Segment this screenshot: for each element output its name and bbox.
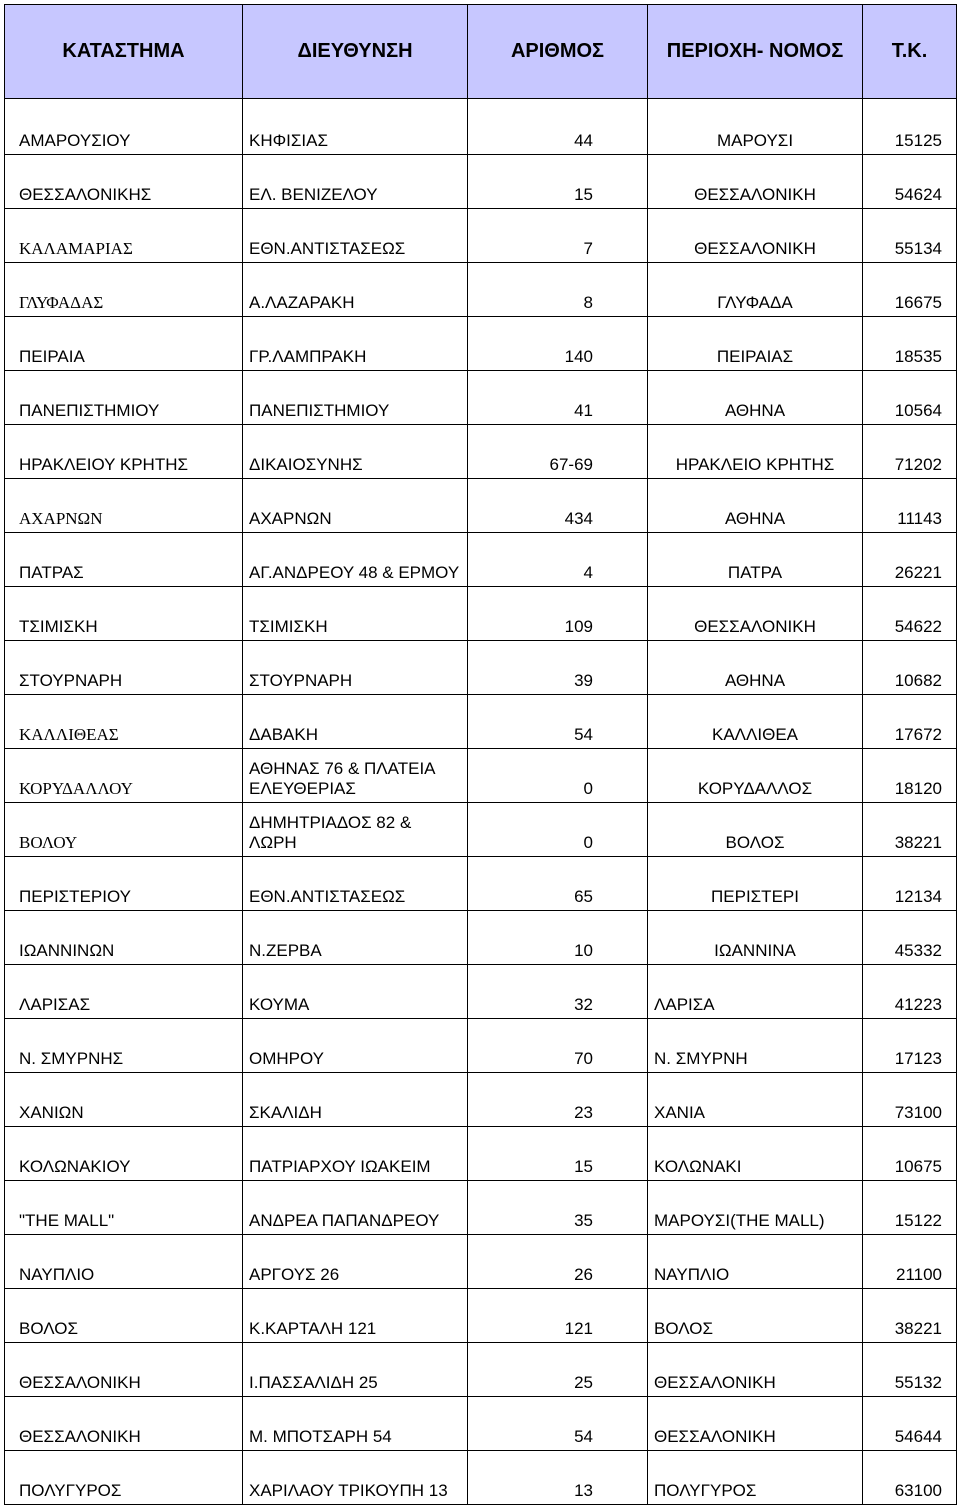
store-cell: ΧΑΝΙΩΝ xyxy=(5,1073,243,1127)
number-cell: 35 xyxy=(468,1181,648,1235)
zip-cell: 18535 xyxy=(863,317,957,371)
number-cell: 4 xyxy=(468,533,648,587)
area-cell: ΘΕΣΣΑΛΟΝΙΚΗ xyxy=(648,209,863,263)
number-cell: 0 xyxy=(468,803,648,857)
table-row xyxy=(5,695,957,749)
area-cell: ΧΑΝΙΑ xyxy=(648,1073,863,1127)
area-cell: ΝΑΥΠΛΙΟ xyxy=(648,1235,863,1289)
store-cell: ΒΟΛΟΥ xyxy=(5,803,243,857)
zip-cell: 21100 xyxy=(863,1235,957,1289)
store-cell: ΙΩΑΝΝΙΝΩΝ xyxy=(5,911,243,965)
table-row xyxy=(5,587,957,641)
table-row xyxy=(5,1451,957,1505)
address-cell: ΣΚΑΛΙΔΗ xyxy=(243,1073,468,1127)
address-cell: Ι.ΠΑΣΣΑΛΙΔΗ 25 xyxy=(243,1343,468,1397)
address-cell: ΑΘΗΝΑΣ 76 & ΠΛΑΤΕΙΑ ΕΛΕΥΘΕΡΙΑΣ xyxy=(243,749,468,803)
zip-cell: 45332 xyxy=(863,911,957,965)
number-cell: 15 xyxy=(468,155,648,209)
area-cell: ΘΕΣΣΑΛΟΝΙΚΗ xyxy=(648,155,863,209)
number-cell: 25 xyxy=(468,1343,648,1397)
table-row xyxy=(5,1343,957,1397)
address-cell: ΕΘΝ.ΑΝΤΙΣΤΑΣΕΩΣ xyxy=(243,209,468,263)
number-cell: 109 xyxy=(468,587,648,641)
address-cell: ΑΓ.ΑΝΔΡΕΟΥ 48 & ΕΡΜΟΥ xyxy=(243,533,468,587)
address-cell: ΚΟΥΜΑ xyxy=(243,965,468,1019)
address-cell: Α.ΛΑΖΑΡΑΚΗ xyxy=(243,263,468,317)
area-cell: ΚΟΛΩΝΑΚΙ xyxy=(648,1127,863,1181)
store-cell: ΘΕΣΣΑΛΟΝΙΚΗ xyxy=(5,1343,243,1397)
area-cell: ΙΩΑΝΝΙΝΑ xyxy=(648,911,863,965)
address-cell: ΑΝΔΡΕΑ ΠΑΠΑΝΔΡΕΟΥ xyxy=(243,1181,468,1235)
number-cell: 65 xyxy=(468,857,648,911)
header-number: ΑΡΙΘΜΟΣ xyxy=(468,5,648,99)
table-row xyxy=(5,209,957,263)
table-row xyxy=(5,425,957,479)
address-cell: Μ. ΜΠΟΤΣΑΡΗ 54 xyxy=(243,1397,468,1451)
store-cell: ΘΕΣΣΑΛΟΝΙΚΗ xyxy=(5,1397,243,1451)
zip-cell: 73100 xyxy=(863,1073,957,1127)
store-list-table xyxy=(4,4,957,1505)
number-cell: 8 xyxy=(468,263,648,317)
table-row xyxy=(5,317,957,371)
zip-cell: 18120 xyxy=(863,749,957,803)
zip-cell: 38221 xyxy=(863,803,957,857)
address-cell: ΠΑΝΕΠΙΣΤΗΜΙΟΥ xyxy=(243,371,468,425)
table-body xyxy=(5,99,957,1505)
area-cell: ΒΟΛΟΣ xyxy=(648,803,863,857)
store-cell: ΠΕΙΡΑΙΑ xyxy=(5,317,243,371)
address-cell: ΚΗΦΙΣΙΑΣ xyxy=(243,99,468,155)
store-cell: ΚΟΛΩΝΑΚΙΟΥ xyxy=(5,1127,243,1181)
zip-cell: 54624 xyxy=(863,155,957,209)
table-row xyxy=(5,857,957,911)
table-row xyxy=(5,99,957,155)
store-cell: ΣΤΟΥΡΝΑΡΗ xyxy=(5,641,243,695)
table-row xyxy=(5,371,957,425)
number-cell: 32 xyxy=(468,965,648,1019)
header-area: ΠΕΡΙΟΧΗ- ΝΟΜΟΣ xyxy=(648,5,863,99)
number-cell: 54 xyxy=(468,695,648,749)
number-cell: 13 xyxy=(468,1451,648,1505)
area-cell: ΑΘΗΝΑ xyxy=(648,641,863,695)
zip-cell: 15125 xyxy=(863,99,957,155)
table-row xyxy=(5,803,957,857)
address-cell: ΕΛ. ΒΕΝΙΖΕΛΟΥ xyxy=(243,155,468,209)
store-cell: ΠΑΝΕΠΙΣΤΗΜΙΟΥ xyxy=(5,371,243,425)
store-cell: ΒΟΛΟΣ xyxy=(5,1289,243,1343)
store-cell: Ν. ΣΜΥΡΝΗΣ xyxy=(5,1019,243,1073)
header-row xyxy=(5,5,957,99)
table-row xyxy=(5,1181,957,1235)
number-cell: 140 xyxy=(468,317,648,371)
area-cell: ΠΑΤΡΑ xyxy=(648,533,863,587)
store-cell: ΤΣΙΜΙΣΚΗ xyxy=(5,587,243,641)
address-cell: ΔΗΜΗΤΡΙΑΔΟΣ 82 & ΛΩΡΗ xyxy=(243,803,468,857)
area-cell: ΒΟΛΟΣ xyxy=(648,1289,863,1343)
number-cell: 41 xyxy=(468,371,648,425)
area-cell: Ν. ΣΜΥΡΝΗ xyxy=(648,1019,863,1073)
table-row xyxy=(5,1397,957,1451)
area-cell: ΓΛΥΦΑΔΑ xyxy=(648,263,863,317)
store-cell: ΠΟΛΥΓΥΡΟΣ xyxy=(5,1451,243,1505)
zip-cell: 63100 xyxy=(863,1451,957,1505)
store-cell: ΚΑΛΛΙΘΕΑΣ xyxy=(5,695,243,749)
zip-cell: 26221 xyxy=(863,533,957,587)
table-header xyxy=(5,5,957,99)
address-cell: Ν.ΖΕΡΒΑ xyxy=(243,911,468,965)
zip-cell: 71202 xyxy=(863,425,957,479)
area-cell: ΛΑΡΙΣΑ xyxy=(648,965,863,1019)
address-cell: Κ.ΚΑΡΤΑΛΗ 121 xyxy=(243,1289,468,1343)
area-cell: ΠΟΛΥΓΥΡΟΣ xyxy=(648,1451,863,1505)
zip-cell: 15122 xyxy=(863,1181,957,1235)
zip-cell: 11143 xyxy=(863,479,957,533)
number-cell: 10 xyxy=(468,911,648,965)
header-store: ΚΑΤΑΣΤΗΜΑ xyxy=(5,5,243,99)
zip-cell: 12134 xyxy=(863,857,957,911)
address-cell: ΠΑΤΡΙΑΡΧΟΥ ΙΩΑΚΕΙΜ xyxy=(243,1127,468,1181)
address-cell: ΣΤΟΥΡΝΑΡΗ xyxy=(243,641,468,695)
store-cell: ΑΜΑΡΟΥΣΙΟΥ xyxy=(5,99,243,155)
area-cell: ΠΕΙΡΑΙΑΣ xyxy=(648,317,863,371)
zip-cell: 55134 xyxy=(863,209,957,263)
number-cell: 15 xyxy=(468,1127,648,1181)
zip-cell: 54644 xyxy=(863,1397,957,1451)
store-cell: ΝΑΥΠΛΙΟ xyxy=(5,1235,243,1289)
zip-cell: 17672 xyxy=(863,695,957,749)
number-cell: 0 xyxy=(468,749,648,803)
zip-cell: 54622 xyxy=(863,587,957,641)
area-cell: ΘΕΣΣΑΛΟΝΙΚΗ xyxy=(648,1343,863,1397)
area-cell: ΜΑΡΟΥΣΙ(THE MALL) xyxy=(648,1181,863,1235)
address-cell: ΔΑΒΑΚΗ xyxy=(243,695,468,749)
store-cell: ΚΑΛΑΜΑΡΙΑΣ xyxy=(5,209,243,263)
table-row xyxy=(5,1019,957,1073)
table-row xyxy=(5,749,957,803)
table-row xyxy=(5,479,957,533)
table-row xyxy=(5,1235,957,1289)
address-cell: ΔΙΚΑΙΟΣΥΝΗΣ xyxy=(243,425,468,479)
number-cell: 7 xyxy=(468,209,648,263)
number-cell: 67-69 xyxy=(468,425,648,479)
store-cell: ΚΟΡΥΔΑΛΛΟΥ xyxy=(5,749,243,803)
address-cell: ΤΣΙΜΙΣΚΗ xyxy=(243,587,468,641)
table-row xyxy=(5,1127,957,1181)
table-row xyxy=(5,911,957,965)
zip-cell: 16675 xyxy=(863,263,957,317)
address-cell: ΧΑΡΙΛΑΟΥ ΤΡΙΚΟΥΠΗ 13 xyxy=(243,1451,468,1505)
area-cell: ΚΑΛΛΙΘΕΑ xyxy=(648,695,863,749)
area-cell: ΜΑΡΟΥΣΙ xyxy=(648,99,863,155)
zip-cell: 38221 xyxy=(863,1289,957,1343)
address-cell: ΟΜΗΡΟΥ xyxy=(243,1019,468,1073)
zip-cell: 10682 xyxy=(863,641,957,695)
header-address: ΔΙΕΥΘΥΝΣΗ xyxy=(243,5,468,99)
address-cell: ΑΡΓΟΥΣ 26 xyxy=(243,1235,468,1289)
table-row xyxy=(5,533,957,587)
area-cell: ΘΕΣΣΑΛΟΝΙΚΗ xyxy=(648,587,863,641)
store-cell: ΗΡΑΚΛΕΙΟΥ ΚΡΗΤΗΣ xyxy=(5,425,243,479)
address-cell: ΕΘΝ.ΑΝΤΙΣΤΑΣΕΩΣ xyxy=(243,857,468,911)
area-cell: ΗΡΑΚΛΕΙΟ ΚΡΗΤΗΣ xyxy=(648,425,863,479)
store-cell: "THE MALL" xyxy=(5,1181,243,1235)
store-cell: ΓΛΥΦΑΔΑΣ xyxy=(5,263,243,317)
zip-cell: 41223 xyxy=(863,965,957,1019)
store-cell: ΛΑΡΙΣΑΣ xyxy=(5,965,243,1019)
number-cell: 44 xyxy=(468,99,648,155)
store-cell: ΠΑΤΡΑΣ xyxy=(5,533,243,587)
store-cell: ΘΕΣΣΑΛΟΝΙΚΗΣ xyxy=(5,155,243,209)
table-row xyxy=(5,155,957,209)
zip-cell: 17123 xyxy=(863,1019,957,1073)
number-cell: 70 xyxy=(468,1019,648,1073)
number-cell: 54 xyxy=(468,1397,648,1451)
area-cell: ΑΘΗΝΑ xyxy=(648,479,863,533)
number-cell: 23 xyxy=(468,1073,648,1127)
address-cell: ΑΧΑΡΝΩΝ xyxy=(243,479,468,533)
zip-cell: 55132 xyxy=(863,1343,957,1397)
area-cell: ΑΘΗΝΑ xyxy=(648,371,863,425)
store-cell: ΠΕΡΙΣΤΕΡΙΟΥ xyxy=(5,857,243,911)
table-row xyxy=(5,1073,957,1127)
zip-cell: 10675 xyxy=(863,1127,957,1181)
header-zip: Τ.Κ. xyxy=(863,5,957,99)
area-cell: ΚΟΡΥΔΑΛΛΟΣ xyxy=(648,749,863,803)
table-row xyxy=(5,263,957,317)
number-cell: 39 xyxy=(468,641,648,695)
number-cell: 434 xyxy=(468,479,648,533)
area-cell: ΠΕΡΙΣΤΕΡΙ xyxy=(648,857,863,911)
table-row xyxy=(5,965,957,1019)
store-cell: ΑΧΑΡΝΩΝ xyxy=(5,479,243,533)
number-cell: 26 xyxy=(468,1235,648,1289)
zip-cell: 10564 xyxy=(863,371,957,425)
area-cell: ΘΕΣΣΑΛΟΝΙΚΗ xyxy=(648,1397,863,1451)
number-cell: 121 xyxy=(468,1289,648,1343)
address-cell: ΓΡ.ΛΑΜΠΡΑΚΗ xyxy=(243,317,468,371)
table-row xyxy=(5,1289,957,1343)
table-row xyxy=(5,641,957,695)
